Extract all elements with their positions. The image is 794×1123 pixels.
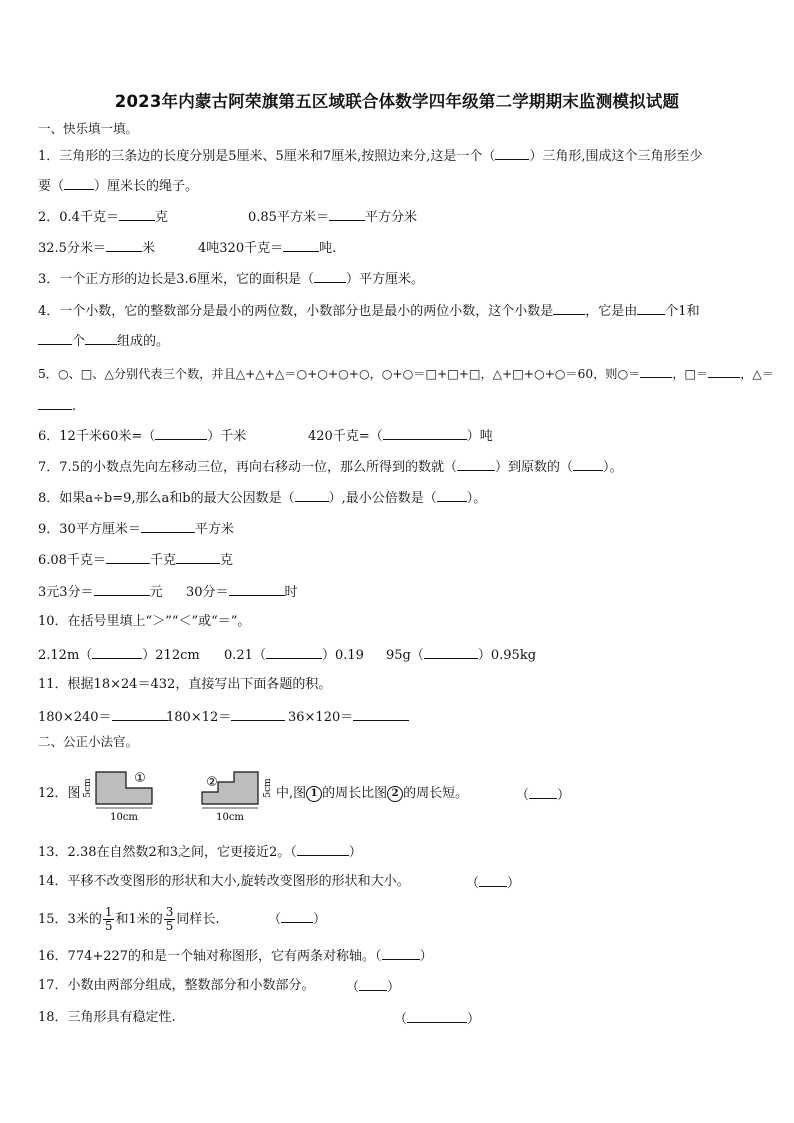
answer-blank[interactable] [283, 238, 319, 252]
figure-1-number: ① [134, 771, 146, 786]
figure-1-side-label: 5cm [83, 778, 93, 798]
question-7: 7．7.5的小数点先向左移动三位，再向右移动一位，那么所得到的数就（ ）到原数的（ ）。 [38, 457, 622, 477]
question-12-text: 中,图 1 的周长比图 2 的周长短。 [276, 786, 469, 801]
question-11-line-2: 180×240＝ [38, 707, 168, 727]
answer-blank[interactable] [708, 364, 740, 378]
answer-blank[interactable] [353, 707, 409, 721]
question-12-label: 12．图 [38, 786, 81, 801]
answer-blank[interactable] [281, 909, 313, 923]
answer-blank[interactable] [297, 842, 349, 856]
answer-blank[interactable] [112, 707, 168, 721]
question-2-line-1: 2．0.4千克＝ 克 [38, 207, 168, 227]
answer-blank[interactable] [106, 550, 150, 564]
question-1-line-1: 1．三角形的三条边的长度分别是5厘米、5厘米和7厘米,按照边来分,这是一个（ ）三角形,围成这个三角形至少 [38, 146, 703, 166]
figure-2 [196, 764, 282, 824]
question-8: 8．如果a÷b=9,那么a和b的最大公因数是（ ）,最小公倍数是（ ）。 [38, 488, 486, 508]
figure-2-number: ② [206, 775, 218, 790]
section-heading-1: 一、快乐填一填。 [38, 121, 139, 136]
figure-2-side-label: 5cm [263, 778, 273, 798]
question-10-line-2: 2.12m（ ）212cm [38, 645, 200, 665]
answer-blank[interactable] [359, 977, 387, 991]
question-16: 16．774+227的和是一个轴对称图形，它有两条对称轴。（ ） [38, 946, 433, 966]
question-5-line-2: . [38, 396, 76, 416]
question-14-answer: （ ） [466, 873, 520, 893]
figure-ref-2: 2 [387, 786, 403, 802]
question-3: 3．一个正方形的边长是3.6厘米，它的面积是（ ）平方厘米。 [38, 269, 424, 289]
answer-blank[interactable] [231, 707, 285, 721]
question-10-line-2b: 0.21（ ）0.19 [224, 645, 364, 665]
fraction-one-fifth: $\frac{1}{5}$ [104, 905, 113, 933]
answer-blank[interactable] [553, 301, 585, 315]
answer-blank[interactable] [329, 207, 365, 221]
question-2-line-1b: 0.85平方米＝ 平方分米 [248, 207, 417, 227]
question-9-line-3b: 30分＝ 时 [186, 582, 298, 602]
answer-blank[interactable] [529, 785, 557, 799]
question-6b: 420千克=（ ）吨 [308, 426, 493, 446]
question-4-line-2: 个 组成的。 [38, 331, 169, 351]
answer-blank[interactable] [457, 457, 495, 471]
question-18-answer: （ ） [394, 1009, 480, 1029]
answer-blank[interactable] [155, 426, 207, 440]
question-18: 18．三角形具有稳定性. [38, 1010, 176, 1025]
answer-blank[interactable] [424, 645, 478, 659]
question-15: 15．3米的 $\frac{1}{5}$ 和1米的 $\frac{3}{5}$ 同样长. [38, 905, 220, 933]
answer-blank[interactable] [637, 301, 665, 315]
question-10-line-1: 10．在括号里填上“＞”“＜”或“＝”。 [38, 614, 251, 629]
answer-blank[interactable] [383, 426, 467, 440]
question-11-line-2c: 36×120＝ [288, 707, 409, 727]
question-4-line-1: 4．一个小数，它的整数部分是最小的两位数，小数部分也是最小的两位小数，这个小数是 ，它是由 个1和 [38, 301, 700, 321]
figure-1-bottom-label: 10cm [110, 812, 138, 823]
answer-blank[interactable] [119, 207, 155, 221]
answer-blank[interactable] [85, 331, 117, 345]
answer-blank[interactable] [38, 396, 72, 410]
answer-blank[interactable] [495, 146, 529, 160]
question-11-line-2b: 180×12＝ [166, 707, 285, 727]
answer-blank[interactable] [382, 946, 420, 960]
answer-blank[interactable] [106, 238, 142, 252]
figure-ref-1: 1 [306, 786, 322, 802]
question-9-line-3: 3元3分＝ 元 [38, 582, 163, 602]
page-title: 2023年内蒙古阿荣旗第五区域联合体数学四年级第二学期期末监测模拟试题 [114, 92, 680, 111]
answer-blank[interactable] [314, 269, 346, 283]
answer-blank[interactable] [266, 645, 322, 659]
answer-blank[interactable] [479, 873, 507, 887]
question-2-line-2b: 4吨320千克＝ 吨. [198, 238, 336, 258]
question-10-line-2c: 95g（ ）0.95kg [386, 645, 536, 665]
question-14: 14．平移不改变图形的形状和大小,旋转改变图形的形状和大小。 [38, 874, 410, 889]
answer-blank[interactable] [92, 645, 142, 659]
answer-blank[interactable] [141, 519, 195, 533]
question-17: 17．小数由两部分组成，整数部分和小数部分。 [38, 978, 315, 993]
question-15-answer: （ ） [268, 909, 326, 929]
answer-blank[interactable] [38, 331, 72, 345]
section-heading-2: 二、公正小法官。 [38, 734, 139, 749]
question-9-line-1: 9．30平方厘米＝ 平方米 [38, 519, 234, 539]
answer-blank[interactable] [640, 364, 672, 378]
figure-2-bottom-label: 10cm [216, 812, 244, 823]
answer-blank[interactable] [176, 550, 220, 564]
answer-blank[interactable] [229, 582, 285, 596]
figure-1 [82, 764, 168, 824]
answer-blank[interactable] [64, 176, 94, 190]
question-13: 13．2.38在自然数2和3之间，它更接近2。（ ） [38, 842, 362, 862]
question-9-line-2: 6.08千克＝ 千克 克 [38, 550, 233, 570]
question-17-answer: （ ） [346, 977, 400, 997]
question-6: 6．12千米60米=（ ）千米 [38, 426, 246, 446]
question-5-line-1: 5．○、□、△分别代表三个数，并且△+△+△＝○+○+○+○，○+○＝□+□+□，△+□+○+○＝60，则○＝ ，□＝ ，△＝ [38, 364, 774, 383]
answer-blank[interactable] [94, 582, 150, 596]
question-2-line-2: 32.5分米＝ 米 [38, 238, 155, 258]
answer-blank[interactable] [407, 1009, 467, 1023]
answer-blank[interactable] [437, 488, 467, 502]
answer-blank[interactable] [573, 457, 603, 471]
question-12-answer: （ ） [516, 785, 570, 805]
question-11-line-1: 11．根据18×24＝432，直接写出下面各题的积。 [38, 677, 332, 692]
answer-blank[interactable] [295, 488, 329, 502]
fraction-three-fifths: $\frac{3}{5}$ [165, 905, 174, 933]
question-1-line-2: 要（ ）厘米长的绳子。 [38, 176, 198, 196]
